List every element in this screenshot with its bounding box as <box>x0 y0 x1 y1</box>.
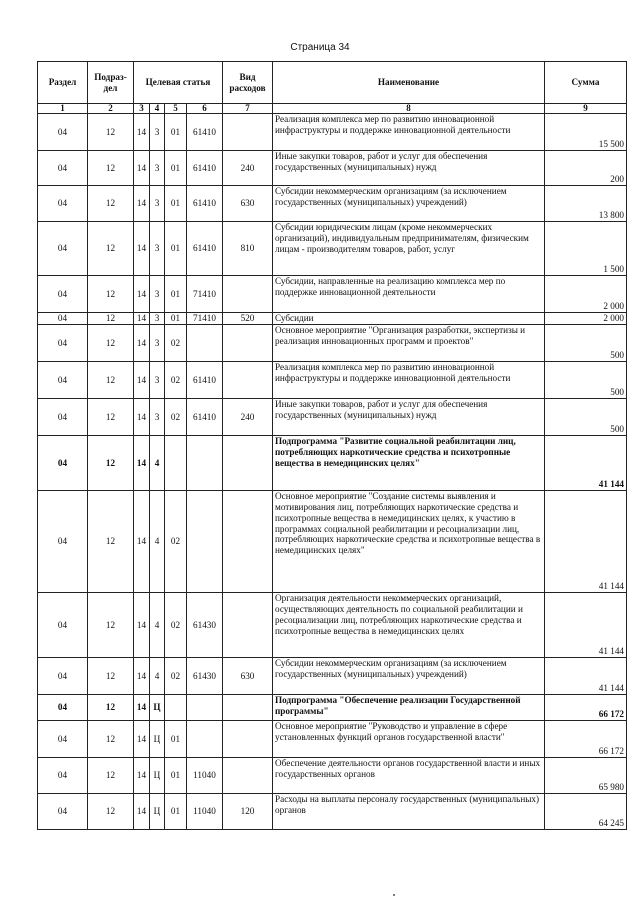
cell-summa: 500 <box>545 399 627 436</box>
cell-naimenovanie: Основное мероприятие "Организация разработки, экспертизы и реализация инновационных программ и проектов" <box>273 325 545 362</box>
cell-podrazdel: 12 <box>88 313 134 325</box>
cell-razdel: 04 <box>38 436 88 491</box>
cell-summa: 41 144 <box>545 593 627 658</box>
cell-direction-code: 61410 <box>187 114 223 151</box>
column-number: 1 <box>38 104 88 114</box>
cell-razdel: 04 <box>38 721 88 758</box>
cell-summa: 500 <box>545 325 627 362</box>
cell-direction-code: 61410 <box>187 362 223 399</box>
cell-vid-raskhodov <box>223 276 273 313</box>
table-row <box>38 313 627 325</box>
cell-naimenovanie: Субсидии <box>273 313 545 325</box>
cell-program-code: 14 <box>134 362 150 399</box>
cell-vid-raskhodov: 810 <box>223 222 273 276</box>
cell-naimenovanie: Субсидии некоммерческим организациям (за исключением государственных (муниципальных) учреждений) <box>273 186 545 222</box>
table-row <box>38 114 627 151</box>
cell-event-code: 02 <box>165 491 187 593</box>
cell-direction-code <box>187 721 223 758</box>
table-row <box>38 658 627 695</box>
cell-event-code: 01 <box>165 758 187 794</box>
cell-naimenovanie: Субсидии, направленные на реализацию комплекса мер по поддержке инновационной деятельности <box>273 276 545 313</box>
cell-subprogram-code: 4 <box>150 436 165 491</box>
budget-table <box>37 61 627 830</box>
cell-podrazdel: 12 <box>88 399 134 436</box>
table-row <box>38 276 627 313</box>
cell-direction-code <box>187 436 223 491</box>
cell-podrazdel: 12 <box>88 593 134 658</box>
cell-summa: 13 800 <box>545 186 627 222</box>
cell-program-code: 14 <box>134 491 150 593</box>
cell-summa: 2 000 <box>545 313 627 325</box>
cell-naimenovanie: Организация деятельности некоммерческих организаций, осуществляющих деятельность по социальной реабилитации и ресоциализации лиц, потребляющих наркотические средства и психотропные вещества в немедицинских целях <box>273 593 545 658</box>
cell-direction-code <box>187 325 223 362</box>
cell-direction-code: 61430 <box>187 658 223 695</box>
table-row <box>38 491 627 593</box>
column-number-row <box>38 104 627 114</box>
cell-program-code: 14 <box>134 658 150 695</box>
cell-subprogram-code: 3 <box>150 151 165 186</box>
cell-summa: 41 144 <box>545 436 627 491</box>
cell-vid-raskhodov: 240 <box>223 399 273 436</box>
cell-subprogram-code: 3 <box>150 276 165 313</box>
cell-vid-raskhodov: 240 <box>223 151 273 186</box>
cell-razdel: 04 <box>38 399 88 436</box>
cell-direction-code: 61410 <box>187 151 223 186</box>
cell-subprogram-code: Ц <box>150 758 165 794</box>
cell-direction-code: 11040 <box>187 758 223 794</box>
cell-event-code: 01 <box>165 313 187 325</box>
table-row <box>38 151 627 186</box>
cell-direction-code: 61410 <box>187 186 223 222</box>
cell-vid-raskhodov <box>223 325 273 362</box>
cell-naimenovanie: Подпрограмма "Обеспечение реализации Государственной программы" <box>273 695 545 721</box>
header-summa: Сумма <box>545 62 627 104</box>
cell-subprogram-code: Ц <box>150 695 165 721</box>
cell-vid-raskhodov <box>223 695 273 721</box>
cell-subprogram-code: 3 <box>150 362 165 399</box>
cell-summa: 2 000 <box>545 276 627 313</box>
cell-subprogram-code: 4 <box>150 491 165 593</box>
cell-summa: 65 980 <box>545 758 627 794</box>
table-row <box>38 362 627 399</box>
cell-vid-raskhodov <box>223 593 273 658</box>
cell-razdel: 04 <box>38 491 88 593</box>
cell-razdel: 04 <box>38 695 88 721</box>
column-number: 8 <box>273 104 545 114</box>
cell-summa: 200 <box>545 151 627 186</box>
cell-program-code: 14 <box>134 399 150 436</box>
column-number: 3 <box>134 104 150 114</box>
cell-program-code: 14 <box>134 114 150 151</box>
cell-subprogram-code: 3 <box>150 186 165 222</box>
cell-vid-raskhodov <box>223 721 273 758</box>
cell-razdel: 04 <box>38 222 88 276</box>
column-number: 5 <box>165 104 187 114</box>
cell-direction-code: 71410 <box>187 313 223 325</box>
cell-event-code: 02 <box>165 399 187 436</box>
table-row <box>38 399 627 436</box>
cell-direction-code <box>187 695 223 721</box>
cell-subprogram-code: Ц <box>150 794 165 830</box>
cell-vid-raskhodov: 630 <box>223 658 273 695</box>
cell-program-code: 14 <box>134 186 150 222</box>
cell-event-code <box>165 436 187 491</box>
cell-podrazdel: 12 <box>88 491 134 593</box>
cell-direction-code: 61430 <box>187 593 223 658</box>
cell-summa: 500 <box>545 362 627 399</box>
cell-razdel: 04 <box>38 794 88 830</box>
table-row <box>38 794 627 830</box>
cell-vid-raskhodov: 120 <box>223 794 273 830</box>
cell-razdel: 04 <box>38 362 88 399</box>
column-number: 6 <box>187 104 223 114</box>
cell-naimenovanie: Субсидии некоммерческим организациям (за исключением государственных (муниципальных) учреждений) <box>273 658 545 695</box>
table-row <box>38 436 627 491</box>
cell-vid-raskhodov <box>223 491 273 593</box>
cell-subprogram-code: 3 <box>150 313 165 325</box>
cell-summa: 41 144 <box>545 491 627 593</box>
cell-event-code: 02 <box>165 362 187 399</box>
cell-summa: 64 245 <box>545 794 627 830</box>
cell-event-code: 02 <box>165 593 187 658</box>
cell-event-code: 01 <box>165 151 187 186</box>
table-row <box>38 758 627 794</box>
cell-subprogram-code: 4 <box>150 658 165 695</box>
table-row <box>38 593 627 658</box>
cell-podrazdel: 12 <box>88 658 134 695</box>
cell-razdel: 04 <box>38 276 88 313</box>
table-row <box>38 721 627 758</box>
header-naimenovanie: Наименование <box>273 62 545 104</box>
cell-event-code <box>165 695 187 721</box>
cell-program-code: 14 <box>134 794 150 830</box>
cell-naimenovanie: Обеспечение деятельности органов государственной власти и иных государственных органов <box>273 758 545 794</box>
cell-podrazdel: 12 <box>88 114 134 151</box>
cell-vid-raskhodov <box>223 362 273 399</box>
cell-razdel: 04 <box>38 186 88 222</box>
cell-vid-raskhodov <box>223 758 273 794</box>
cell-event-code: 01 <box>165 721 187 758</box>
cell-program-code: 14 <box>134 436 150 491</box>
column-number: 4 <box>150 104 165 114</box>
header-row <box>38 62 627 104</box>
header-podrazdel: Подраз-дел <box>88 62 134 104</box>
cell-summa: 66 172 <box>545 695 627 721</box>
cell-razdel: 04 <box>38 114 88 151</box>
cell-razdel: 04 <box>38 658 88 695</box>
cell-naimenovanie: Иные закупки товаров, работ и услуг для обеспечения государственных (муниципальных) нужд <box>273 151 545 186</box>
cell-event-code: 01 <box>165 794 187 830</box>
header-vid-raskhodov: Вид расходов <box>223 62 273 104</box>
cell-program-code: 14 <box>134 695 150 721</box>
cell-podrazdel: 12 <box>88 794 134 830</box>
cell-subprogram-code: 3 <box>150 325 165 362</box>
header-celevaya-statya: Целевая статья <box>134 62 223 104</box>
cell-program-code: 14 <box>134 151 150 186</box>
cell-naimenovanie: Субсидии юридическим лицам (кроме некоммерческих организаций), индивидуальным предпринимателям, физическим лицам - производителям товаров, работ, услуг <box>273 222 545 276</box>
cell-razdel: 04 <box>38 758 88 794</box>
cell-program-code: 14 <box>134 325 150 362</box>
cell-podrazdel: 12 <box>88 325 134 362</box>
cell-subprogram-code: 4 <box>150 593 165 658</box>
cell-naimenovanie: Подпрограмма "Развитие социальной реабилитации лиц, потребляющих наркотические средства и психотропные вещества в немедицинских целях" <box>273 436 545 491</box>
cell-subprogram-code: 3 <box>150 114 165 151</box>
cell-summa: 1 500 <box>545 222 627 276</box>
column-number: 2 <box>88 104 134 114</box>
cell-program-code: 14 <box>134 313 150 325</box>
table-row <box>38 186 627 222</box>
cell-summa: 15 500 <box>545 114 627 151</box>
table-row <box>38 695 627 721</box>
cell-program-code: 14 <box>134 758 150 794</box>
table-row <box>38 325 627 362</box>
cell-naimenovanie: Реализация комплекса мер по развитию инновационной инфраструктуры и поддержке инновационной деятельности <box>273 362 545 399</box>
cell-summa: 66 172 <box>545 721 627 758</box>
header-razdel: Раздел <box>38 62 88 104</box>
cell-razdel: 04 <box>38 325 88 362</box>
cell-program-code: 14 <box>134 222 150 276</box>
column-number: 9 <box>545 104 627 114</box>
cell-event-code: 01 <box>165 114 187 151</box>
cell-vid-raskhodov: 630 <box>223 186 273 222</box>
cell-subprogram-code: 3 <box>150 222 165 276</box>
cell-naimenovanie: Основное мероприятие "Руководство и управление в сфере установленных функций органов государственной власти" <box>273 721 545 758</box>
table-row <box>38 222 627 276</box>
cell-vid-raskhodov: 520 <box>223 313 273 325</box>
cell-event-code: 02 <box>165 658 187 695</box>
cell-razdel: 04 <box>38 593 88 658</box>
cell-subprogram-code: 3 <box>150 399 165 436</box>
cell-program-code: 14 <box>134 593 150 658</box>
cell-program-code: 14 <box>134 276 150 313</box>
cell-direction-code: 71410 <box>187 276 223 313</box>
cell-podrazdel: 12 <box>88 695 134 721</box>
cell-vid-raskhodov <box>223 114 273 151</box>
cell-direction-code <box>187 491 223 593</box>
cell-direction-code: 61410 <box>187 222 223 276</box>
cell-podrazdel: 12 <box>88 276 134 313</box>
cell-podrazdel: 12 <box>88 151 134 186</box>
cell-podrazdel: 12 <box>88 758 134 794</box>
cell-event-code: 01 <box>165 186 187 222</box>
cell-naimenovanie: Иные закупки товаров, работ и услуг для обеспечения государственных (муниципальных) нужд <box>273 399 545 436</box>
scan-speck <box>393 894 395 896</box>
cell-vid-raskhodov <box>223 436 273 491</box>
cell-program-code: 14 <box>134 721 150 758</box>
cell-event-code: 01 <box>165 222 187 276</box>
cell-naimenovanie: Расходы на выплаты персоналу государственных (муниципальных) органов <box>273 794 545 830</box>
cell-podrazdel: 12 <box>88 721 134 758</box>
table-body <box>38 114 627 830</box>
cell-podrazdel: 12 <box>88 222 134 276</box>
page-title: Страница 34 <box>290 42 350 53</box>
cell-subprogram-code: Ц <box>150 721 165 758</box>
cell-podrazdel: 12 <box>88 362 134 399</box>
cell-summa: 41 144 <box>545 658 627 695</box>
cell-event-code: 01 <box>165 276 187 313</box>
cell-podrazdel: 12 <box>88 186 134 222</box>
cell-razdel: 04 <box>38 151 88 186</box>
cell-naimenovanie: Реализация комплекса мер по развитию инновационной инфраструктуры и поддержке инновационной деятельности <box>273 114 545 151</box>
cell-direction-code: 61410 <box>187 399 223 436</box>
cell-naimenovanie: Основное мероприятие "Создание системы выявления и мотивирования лиц, потребляющих наркотические средства и психотропные вещества в немедицинских целях, к участию в программах социальной реабилитации и ресоциализации лиц, потребляющих наркотические средства и психотропные вещества в немедицинских целях" <box>273 491 545 593</box>
cell-podrazdel: 12 <box>88 436 134 491</box>
cell-event-code: 02 <box>165 325 187 362</box>
cell-direction-code: 11040 <box>187 794 223 830</box>
column-number: 7 <box>223 104 273 114</box>
cell-razdel: 04 <box>38 313 88 325</box>
